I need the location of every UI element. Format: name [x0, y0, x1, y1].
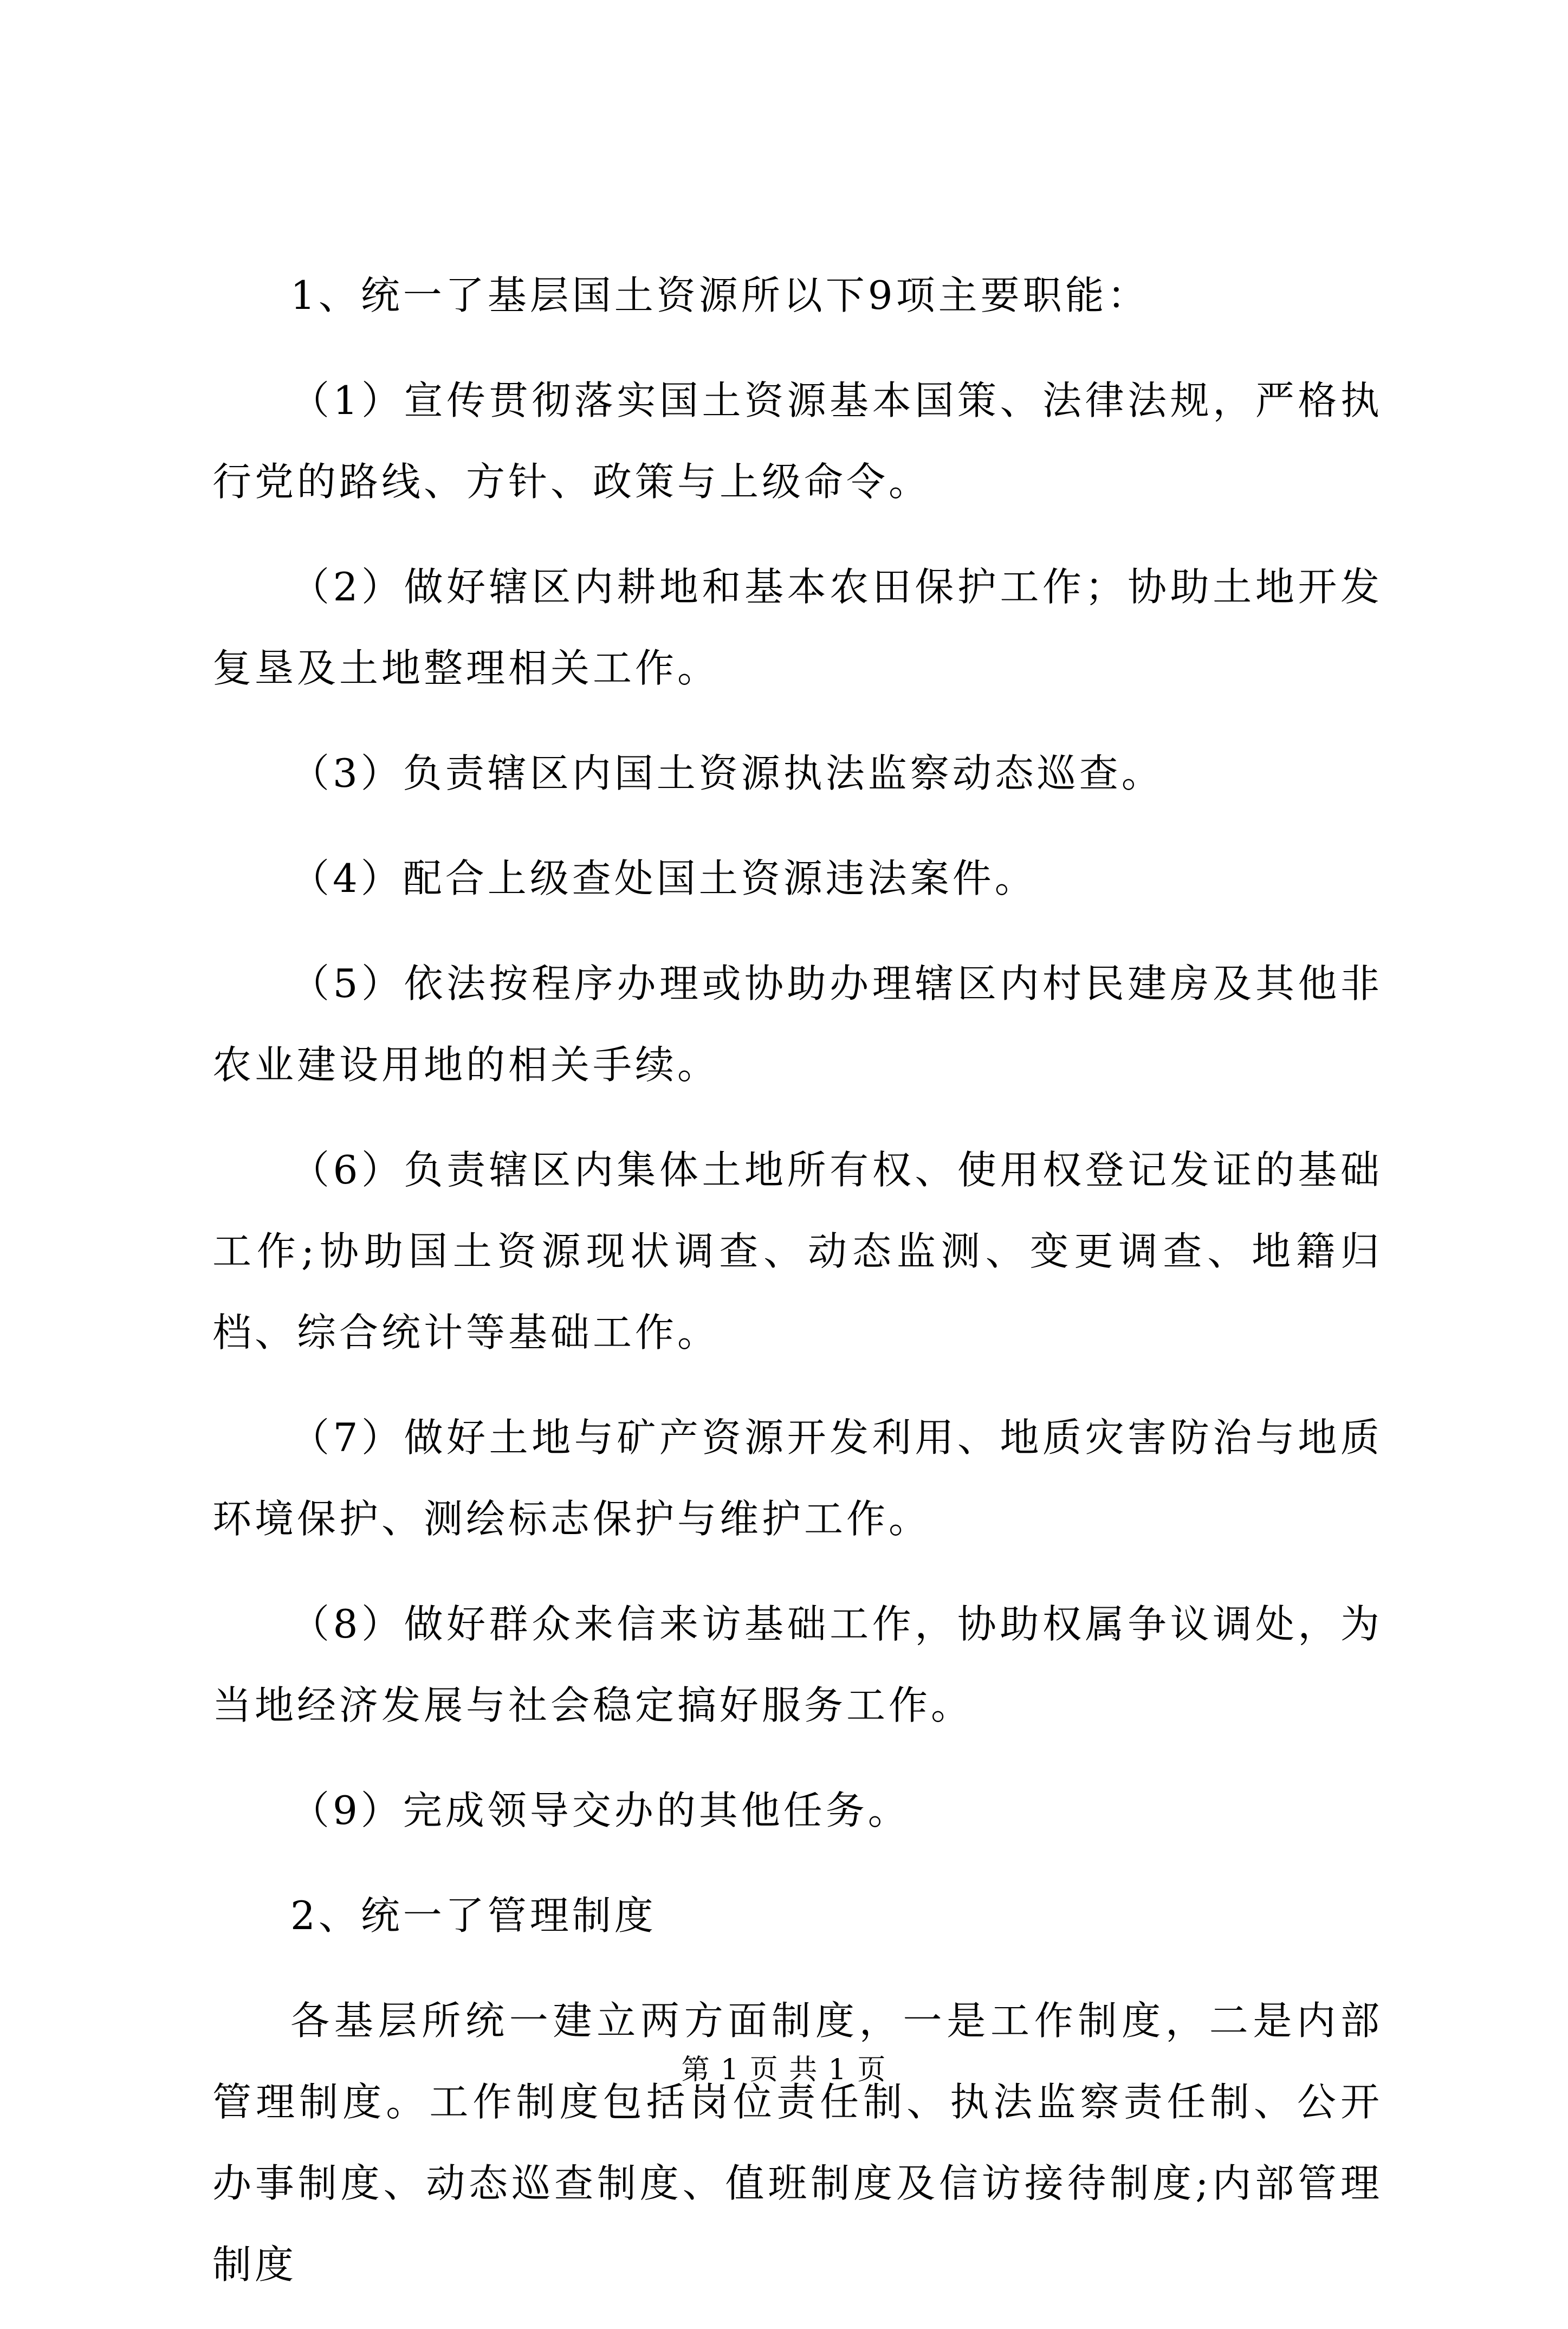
document-body	[212, 255, 1383, 2329]
paragraph-function-2: （2）做好辖区内耕地和基本农田保护工作；协助土地开发复垦及土地整理相关工作。	[212, 564, 1383, 691]
paragraph-function-5: （5）依法按程序办理或协助办理辖区内村民建房及其他非农业建设用地的相关手续。	[212, 961, 1383, 1088]
paragraph-function-4: （4）配合上级查处国土资源违法案件。	[290, 856, 1037, 901]
paragraph-function-9: （9）完成领导交办的其他任务。	[290, 1788, 910, 1833]
paragraph-function-6: （6）负责辖区内集体土地所有权、使用权登记发证的基础工作;协助国土资源现状调查、动态监测、变更调查、地籍归档、综合统计等基础工作。	[212, 1147, 1383, 1355]
page-footer: 第 1 页 共 1 页	[681, 2054, 887, 2086]
paragraph-function-7: （7）做好土地与矿产资源开发利用、地质灾害防治与地质环境保护、测绘标志保护与维护工作。	[212, 1415, 1383, 1542]
paragraph-management-body: 各基层所统一建立两方面制度，一是工作制度，二是内部管理制度。工作制度包括岗位责任制、执法监察责任制、公开办事制度、动态巡查制度、值班制度及信访接待制度;内部管理制度	[212, 1998, 1383, 2287]
paragraph-function-1: （1）宣传贯彻落实国土资源基本国策、法律法规，严格执行党的路线、方针、政策与上级命令。	[212, 378, 1383, 504]
paragraph-functions-heading: 1、统一了基层国土资源所以下9项主要职能：	[290, 273, 1150, 318]
paragraph-function-3: （3）负责辖区内国土资源执法监察动态巡查。	[290, 751, 1164, 796]
paragraph-function-8: （8）做好群众来信来访基础工作，协助权属争议调处，为当地经济发展与社会稳定搞好服务工作。	[212, 1601, 1383, 1728]
paragraph-management-heading: 2、统一了管理制度	[290, 1893, 657, 1938]
